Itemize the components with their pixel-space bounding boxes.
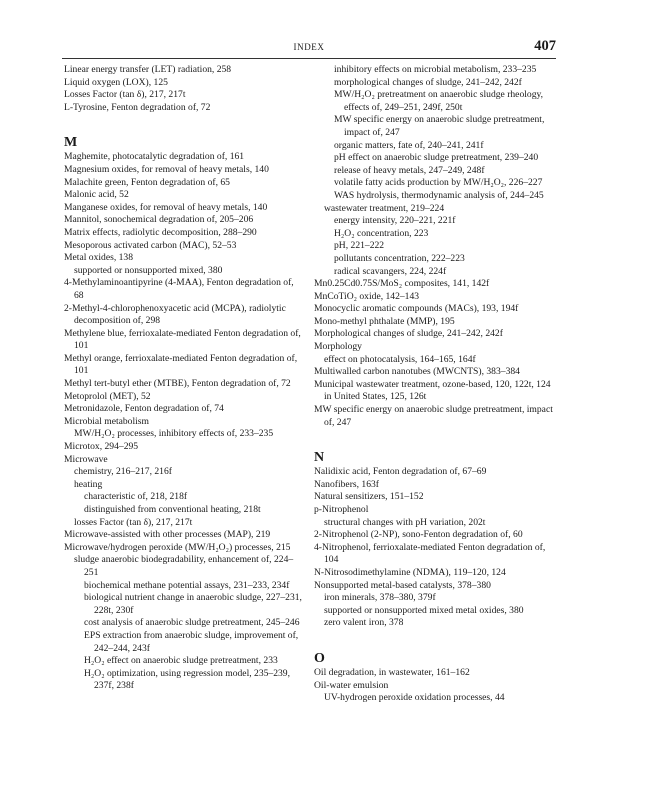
index-entry: Metronidazole, Fenton degradation of, 74 (64, 403, 224, 415)
index-entry: MnCoTiO₂ oxide, 142–143 (314, 290, 420, 302)
index-entry: p-Nitrophenol (314, 504, 369, 515)
section-letter: M (64, 135, 78, 151)
index-entry: Morphological changes of sludge, 241–242, 242f (314, 328, 503, 340)
index-entry: 4-Nitrophenol, ferrioxalate-mediated Fenton degradation of, 104 (314, 541, 546, 566)
index-entry: Methylene blue, ferrioxalate-mediated Fenton degradation of, 101 (64, 327, 301, 352)
page-number: 407 (534, 38, 556, 54)
index-entry: Manganese oxides, for removal of heavy metals, 140 (64, 201, 268, 213)
index-subentry: organic matters, fate of, 240–241, 241f (334, 139, 484, 151)
index-subentry: volatile fatty acids production by MW/H₂O₂, 226–227 (334, 177, 543, 189)
index-entry: 2-Nitrophenol (2-NP), sono-Fenton degradation of, 60 (314, 529, 523, 541)
index-column-right (314, 64, 560, 705)
index-entry: Losses Factor (tan δ), 217, 217t (64, 89, 186, 101)
index-entry: Oil-water emulsion (314, 679, 389, 691)
index-entry: Mono-methyl phthalate (MMP), 195 (314, 315, 455, 327)
index-entry: Matrix effects, radiolytic decomposition, 288–290 (64, 226, 257, 238)
index-subentry: wastewater treatment, 219–224 (324, 202, 445, 214)
index-subentry: UV-hydrogen peroxide oxidation processes, 44 (324, 692, 505, 704)
index-subentry: inhibitory effects on microbial metabolism, 233–235 (334, 64, 537, 75)
index-entry: Mn0.25Cd0.75S/MoS₂ composites, 141, 142f (314, 278, 490, 290)
index-subentry: losses Factor (tan δ), 217, 217t (74, 516, 193, 528)
index-subentry: in United States, 125, 126t (324, 391, 427, 403)
index-subentry: H₂O₂ concentration, 223 (334, 227, 429, 239)
index-entry: Oil degradation, in wastewater, 161–162 (314, 666, 470, 678)
index-subentry: zero valent iron, 378 (324, 617, 404, 629)
index-subentry: H₂O₂ optimization, using regression model, 235–239, 237f, 238f (84, 667, 291, 692)
index-entry: Malonic acid, 52 (64, 189, 129, 201)
index-entry: Linear energy transfer (LET) radiation, 258 (64, 64, 232, 75)
index-column-left (64, 64, 302, 693)
running-head: INDEX (293, 42, 325, 52)
index-subentry: EPS extraction from anaerobic sludge, improvement of, 242–244, 243f (84, 629, 299, 654)
index-entry: 2-Methyl-4-chlorophenoxyacetic acid (MCPA), radiolytic decomposition of, 298 (64, 302, 286, 327)
index-entry: Mannitol, sonochemical degradation of, 205–206 (64, 214, 254, 226)
section-gap (64, 114, 302, 135)
index-subentry: supported or nonsupported mixed metal oxides, 380 (324, 604, 524, 616)
index-subentry: pH effect on anaerobic sludge pretreatment, 239–240 (334, 152, 539, 164)
section-gap (314, 630, 560, 651)
index-entry: Microwave (64, 453, 108, 465)
index-subentry: heating (74, 478, 103, 490)
index-subentry: morphological changes of sludge, 241–242, 242f (334, 76, 522, 88)
index-subentry: effect on photocatalysis, 164–165, 164f (324, 353, 476, 365)
index-subentry: supported or nonsupported mixed, 380 (74, 264, 223, 276)
index-entry: Municipal wastewater treatment, ozone-based, 120, 122t, 124 (314, 378, 551, 390)
index-entry: Morphology (314, 341, 362, 353)
index-entry: Monocyclic aromatic compounds (MACs), 193, 194f (314, 303, 519, 315)
index-entry: Microbial metabolism (64, 415, 149, 427)
index-entry: Microwave/hydrogen peroxide (MW/H₂O₂) processes, 215 (64, 541, 291, 553)
index-entry: Metal oxides, 138 (64, 252, 134, 264)
index-subentry: H₂O₂ effect on anaerobic sludge pretreatment, 233 (84, 655, 278, 667)
index-entry: Natural sensitizers, 151–152 (314, 491, 424, 503)
index-subentry: distinguished from conventional heating, 218t (84, 504, 261, 515)
section-letter: N (314, 450, 325, 466)
index-subentry: MW/H₂O₂ processes, inhibitory effects of, 233–235 (74, 428, 274, 440)
index-subentry: chemistry, 216–217, 216f (74, 466, 172, 478)
index-entry: Magnesium oxides, for removal of heavy metals, 140 (64, 163, 269, 175)
index-subentry: radical scavangers, 224, 224f (334, 265, 447, 277)
index-entry: Methyl tert-butyl ether (MTBE), Fenton degradation of, 72 (64, 378, 291, 390)
index-entry: Nanofibers, 163f (314, 478, 380, 490)
index-subentry: pollutants concentration, 222–223 (334, 252, 465, 264)
index-entry: Mesoporous activated carbon (MAC), 52–53 (64, 239, 237, 251)
index-entry: Microtox, 294–295 (64, 441, 139, 453)
index-entry: 4-Methylaminoantipyrine (4-MAA), Fenton degradation of, 68 (64, 277, 294, 301)
index-entry: Nonsupported metal-based catalysts, 378–380 (314, 579, 491, 591)
index-subentry: biological nutrient change in anaerobic sludge, 227–231, 228t, 230f (84, 592, 302, 616)
index-entry: Metoprolol (MET), 52 (64, 390, 151, 402)
index-subentry: sludge anaerobic biodegradability, enhancement of, 224–251 (74, 554, 294, 578)
index-subentry: MW/H₂O₂ pretreatment on anaerobic sludge rheology, effects of, 249–251, 249f, 250t (334, 89, 544, 113)
index-entry: MW specific energy on anaerobic sludge pretreatment, impact of, 247 (314, 404, 553, 428)
index-subentry: structural changes with pH variation, 202t (324, 516, 486, 528)
index-subentry: characteristic of, 218, 218f (84, 491, 188, 503)
section-gap (314, 429, 560, 450)
index-entry: Malachite green, Fenton degradation of, 65 (64, 176, 230, 188)
index-subentry: biochemical methane potential assays, 231–233, 234f (84, 579, 290, 591)
header-rule (62, 58, 556, 59)
index-entry: Nalidixic acid, Fenton degradation of, 67–69 (314, 466, 487, 478)
index-entry: Multiwalled carbon nanotubes (MWCNTS), 383–384 (314, 366, 520, 378)
index-subentry: WAS hydrolysis, thermodynamic analysis of, 244–245 (334, 189, 544, 201)
index-entry: L-Tyrosine, Fenton degradation of, 72 (64, 101, 211, 113)
index-entry: Microwave-assisted with other processes (MAP), 219 (64, 529, 271, 541)
index-entry: Liquid oxygen (LOX), 125 (64, 76, 168, 88)
index-subentry: release of heavy metals, 247–249, 248f (334, 164, 485, 176)
index-subentry: pH, 221–222 (334, 240, 385, 252)
index-subentry: cost analysis of anaerobic sludge pretreatment, 245–246 (84, 617, 300, 629)
index-subentry: MW specific energy on anaerobic sludge pretreatment, impact of, 247 (334, 114, 545, 138)
section-letter: O (314, 650, 325, 666)
page-header (62, 38, 556, 58)
index-entry: Methyl orange, ferrioxalate-mediated Fenton degradation of, 101 (64, 352, 298, 377)
index-subentry: energy intensity, 220–221, 221f (334, 215, 456, 227)
index-entry: N-Nitrosodimethylamine (NDMA), 119–120, 124 (314, 566, 506, 578)
index-subentry: iron minerals, 378–380, 379f (324, 592, 436, 604)
index-entry: Maghemite, photocatalytic degradation of, 161 (64, 151, 245, 163)
